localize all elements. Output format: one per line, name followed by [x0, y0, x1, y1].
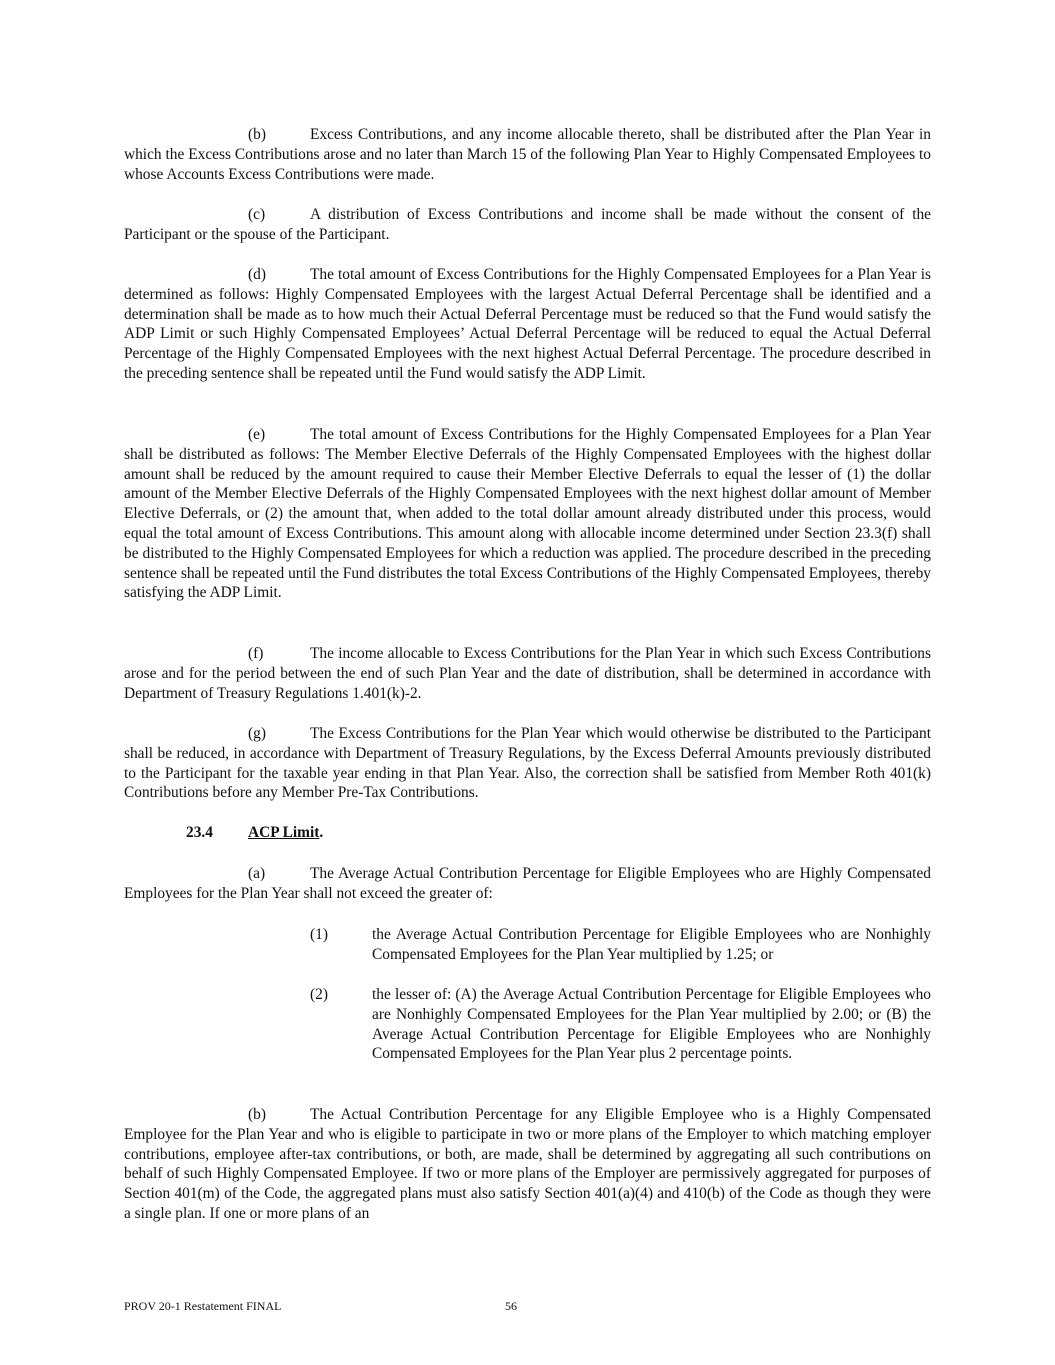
- paragraph-text: Excess Contributions, and any income allocable thereto, shall be distributed after the Plan Year in which the Excess Contributions arose and no later than March 15 of the following Plan Year to Highly Compensated Employees to whose Accounts Excess Contributions were made.: [124, 126, 931, 183]
- paragraph-label: (b): [248, 126, 266, 143]
- paragraph-text: The Actual Contribution Percentage for any Eligible Employee who is a Highly Compensated Employee for the Plan Year and who is eligible to participate in two or more plans of the Employer to which matching employer contributions, employee after-tax contributions, or both, are made, shall be determined by aggregating all such contributions on behalf of such Highly Compensated Employee. If two or more plans of the Employer are permissively aggregated for purposes of Section 401(m) of the Code, the aggregated plans must also satisfy Section 401(a)(4) and 410(b) of the Code as though they were a single plan. If one or more plans of an: [124, 1106, 931, 1222]
- paragraph-b-excess-distribution: [124, 125, 931, 184]
- paragraph-c-consent: [124, 205, 931, 245]
- sub-item-1: [310, 925, 931, 965]
- sub-item-label: (2): [310, 986, 328, 1003]
- paragraph-e-distribution: [124, 425, 931, 603]
- footer-document-name: PROV 20-1 Restatement FINAL: [124, 1299, 282, 1313]
- paragraph-label: (e): [248, 426, 266, 443]
- paragraph-text: The income allocable to Excess Contributions for the Plan Year in which such Excess Contributions arose and for the period between the end of such Plan Year and the date of distribution, shall be determined in accordance with Department of Treasury Regulations 1.401(k)-2.: [124, 645, 931, 702]
- paragraph-label: (a): [248, 865, 266, 882]
- sub-item-text: the Average Actual Contribution Percentage for Eligible Employees who are Nonhighly Compensated Employees for the Plan Year multiplied by 1.25; or: [372, 926, 931, 963]
- paragraph-label: (g): [248, 725, 266, 742]
- section-title: ACP Limit: [248, 824, 320, 841]
- paragraph-acp-a: [124, 864, 931, 904]
- sub-item-text: the lesser of: (A) the Average Actual Contribution Percentage for Eligible Employees who are Nonhighly Compensated Employees for the Plan Year multiplied by 2.00; or (B) the Average Actual Contribution Percentage for Eligible Employees who are Nonhighly Compensated Employees for the Plan Year plus 2 percentage points.: [372, 986, 931, 1063]
- footer-page-number: 56: [505, 1299, 517, 1313]
- sub-item-label: (1): [310, 926, 328, 943]
- paragraph-text: The total amount of Excess Contributions for the Highly Compensated Employees for a Plan Year shall be distributed as follows: The Member Elective Deferrals of the Highly Compensated Employees with the highest dollar amount shall be reduced by the amount required to cause their Member Elective Deferrals to equal the lesser of (1) the dollar amount of the Member Elective Deferrals of the Highly Compensated Employees with the next highest dollar amount of Member Elective Deferrals, or (2) the amount that, when added to the total dollar amount already distributed under this process, would equal the total amount of Excess Contributions. This amount along with allocable income determined under Section 23.3(f) shall be distributed to the Highly Compensated Employees for which a reduction was applied. The procedure described in the preceding sentence shall be repeated until the Fund distributes the total Excess Contributions of the Highly Compensated Employees, thereby satisfying the ADP Limit.: [124, 426, 931, 602]
- paragraph-text: The Excess Contributions for the Plan Year which would otherwise be distributed to the Participant shall be reduced, in accordance with Department of Treasury Regulations, by the Excess Deferral Amounts previously distributed to the Participant for the taxable year ending in that Plan Year. Also, the correction shall be satisfied from Member Roth 401(k) Contributions before any Member Pre-Tax Contributions.: [124, 725, 931, 802]
- paragraph-text: The total amount of Excess Contributions for the Highly Compensated Employees for a Plan Year is determined as follows: Highly Compensated Employees with the largest Actual Deferral Percentage shall be identified and a determination shall be made as to how much their Actual Deferral Percentage must be reduced so that the Fund would satisfy the ADP Limit or such Highly Compensated Employees’ Actual Deferral Percentage will be reduced to equal the Actual Deferral Percentage of the Highly Compensated Employees with the next highest Actual Deferral Percentage. The procedure described in the preceding sentence shall be repeated until the Fund would satisfy the ADP Limit.: [124, 266, 931, 382]
- paragraph-label: (d): [248, 266, 266, 283]
- section-number: 23.4: [186, 824, 213, 841]
- paragraph-text: The Average Actual Contribution Percentage for Eligible Employees who are Highly Compensated Employees for the Plan Year shall not exceed the greater of:: [124, 865, 931, 902]
- paragraph-d-determination: [124, 265, 931, 384]
- paragraph-label: (f): [248, 645, 264, 662]
- paragraph-g-reduction: [124, 724, 931, 803]
- paragraph-text: A distribution of Excess Contributions and income shall be made without the consent of the Participant or the spouse of the Participant.: [124, 206, 931, 243]
- paragraph-label: (b): [248, 1106, 266, 1123]
- section-title-period: .: [319, 824, 324, 841]
- paragraph-acp-b: [124, 1105, 931, 1224]
- paragraph-label: (c): [248, 206, 266, 223]
- section-heading: [186, 823, 323, 843]
- sub-item-2: [310, 985, 931, 1064]
- paragraph-f-income: [124, 644, 931, 703]
